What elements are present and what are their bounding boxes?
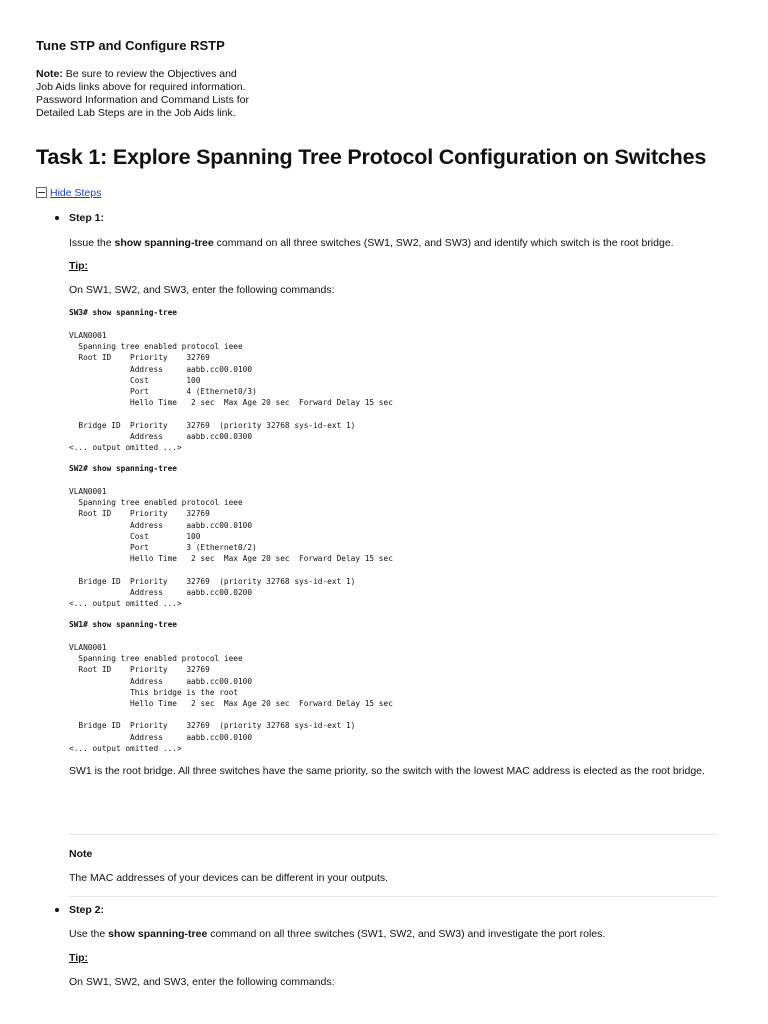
intro-note-label: Note: [36, 68, 63, 80]
note-box-label: Note [69, 848, 93, 860]
hide-steps-link[interactable] [36, 187, 101, 199]
step-2-label: Step 2: [69, 904, 105, 916]
note-divider-bottom [69, 896, 717, 897]
sw3-output: VLAN0001 Spanning tree enabled protocol ieee Root ID Priority 32769 Address aabb.cc00.0100 Cost 100 Port 4 (Ethernet0/3) Hello Time 2 sec Max Age 20 sec Forward Delay 15 sec Bridge ID Priority 32769 (priority 32768 sys-id-ext 1) Address aabb.cc00.0300 <... output omitted ...> [69, 331, 393, 453]
step-1-instr-pre: Issue the [69, 237, 115, 249]
intro-note-text: Be sure to review the Objectives and Job Aids links above for required information. Password Information and Command Lists for Detailed Lab Steps are in the Job Aids link. [36, 68, 250, 119]
step-1-instr-cmd: show spanning-tree [114, 237, 214, 249]
sw2-command: SW2# show spanning-tree [69, 464, 177, 473]
note-box-text: The MAC addresses of your devices can be different in your outputs. [69, 872, 389, 884]
step-2-instr-cmd: show spanning-tree [108, 928, 208, 940]
step-2-instruction [69, 928, 605, 940]
sw1-command: SW1# show spanning-tree [69, 620, 177, 629]
step-1-tip-label: Tip: [69, 260, 89, 272]
sw1-output: VLAN0001 Spanning tree enabled protocol ieee Root ID Priority 32769 Address aabb.cc00.0100 This bridge is the root Hello Time 2 sec Max Age 20 sec Forward Delay 15 sec Bridge ID Priority 32769 (priority 32768 sys-id-ext 1) Address aabb.cc00.0100 <... output omitted ...> [69, 643, 393, 753]
intro-note [36, 68, 251, 120]
step-1-label: Step 1: [69, 212, 105, 224]
hide-steps-label[interactable]: Hide Steps [50, 187, 102, 199]
step-2-instr-pre: Use the [69, 928, 109, 940]
step-1-instr-post: command on all three switches (SW1, SW2, and SW3) and identify which switch is the root bridge. [213, 237, 674, 249]
sw2-output: VLAN0001 Spanning tree enabled protocol ieee Root ID Priority 32769 Address aabb.cc00.0100 Cost 100 Port 3 (Ethernet0/2) Hello Time 2 sec Max Age 20 sec Forward Delay 15 sec Bridge ID Priority 32769 (priority 32768 sys-id-ext 1) Address aabb.cc00.0200 <... output omitted ...> [69, 487, 393, 609]
step-2-instr-post: command on all three switches (SW1, SW2, and SW3) and investigate the port roles. [207, 928, 606, 940]
step-2-tip-label: Tip: [69, 952, 89, 964]
sw3-command: SW3# show spanning-tree [69, 308, 177, 317]
task-title: Task 1: Explore Spanning Tree Protocol Configuration on Switches [36, 145, 707, 169]
step-1-enter-text: On SW1, SW2, and SW3, enter the following commands: [69, 284, 335, 296]
page-title: Tune STP and Configure RSTP [36, 38, 225, 53]
step-1-conclusion: SW1 is the root bridge. All three switches have the same priority, so the switch with the lowest MAC address is elected as the root bridge. [69, 765, 705, 777]
note-divider-top [69, 834, 717, 835]
step-2-enter-text: On SW1, SW2, and SW3, enter the following commands: [69, 976, 335, 988]
step-1-instruction [69, 237, 674, 249]
collapse-icon[interactable] [36, 187, 47, 198]
